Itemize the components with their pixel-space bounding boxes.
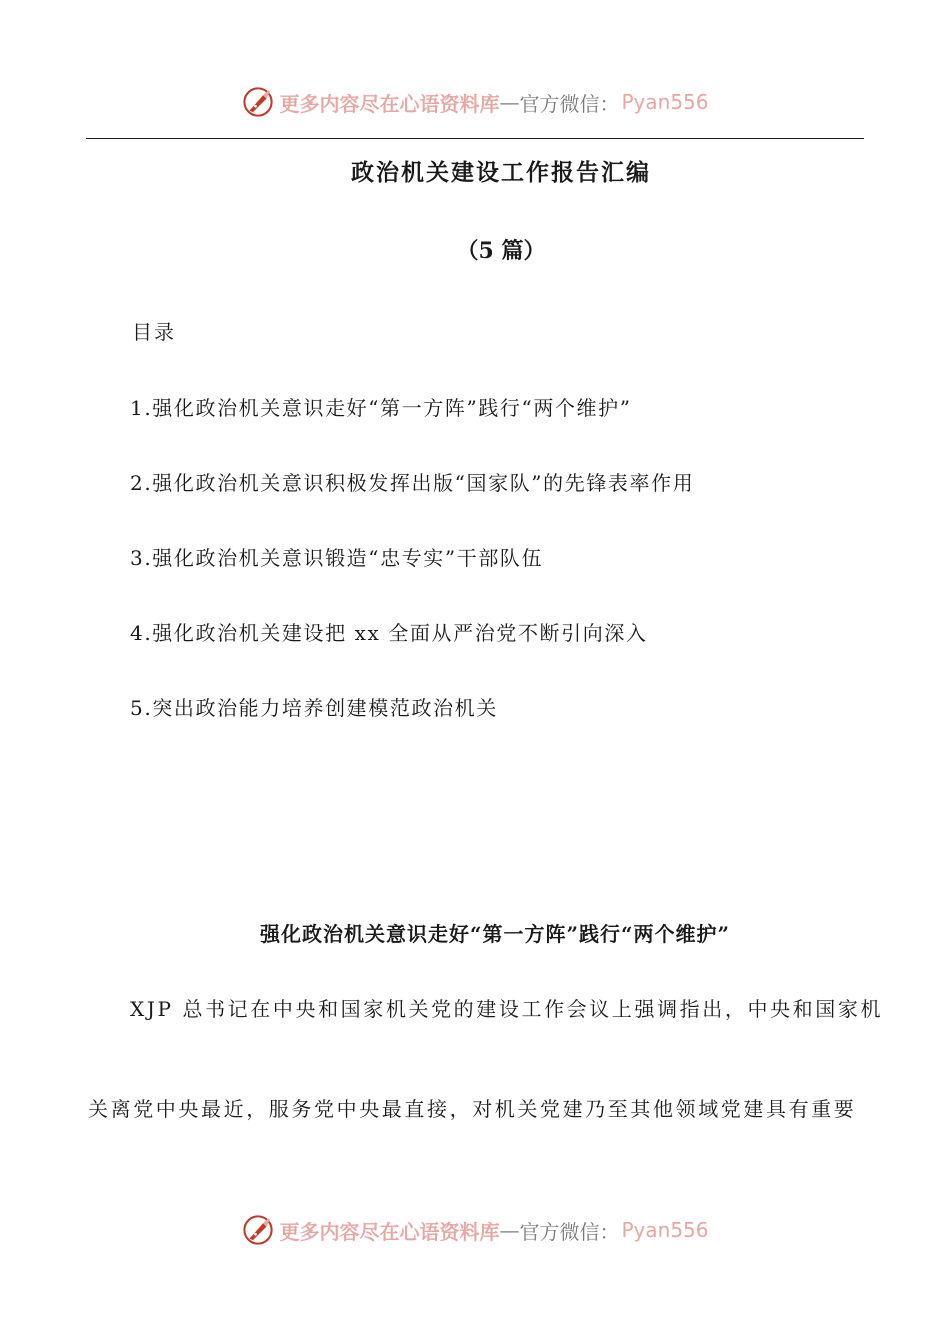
toc-item: 4.强化政治机关建设把 xx 全面从严治党不断引向深入 [130,621,648,645]
watermark-id: Pyan556 [621,90,709,114]
toc-item: 1.强化政治机关意识走好“第一方阵”践行“两个维护” [130,396,632,420]
watermark-separator: — [499,1218,520,1242]
toc-item: 2.强化政治机关意识积极发挥出版“国家队”的先锋表率作用 [130,471,695,495]
document-title: 政治机关建设工作报告汇编 [351,159,651,186]
document-subtitle: （5 篇） [456,238,546,264]
pen-nib-icon [241,85,275,119]
watermark-label: 官方微信： [519,1219,620,1244]
watermark-separator: — [499,90,520,114]
toc-heading: 目录 [132,320,176,344]
toc-item: 5.突出政治能力培养创建模范政治机关 [130,696,498,720]
pen-nib-icon [241,1213,275,1247]
paragraph-line: 关离党中央最近，服务党中央最直接，对机关党建乃至其他领域党建具有重要 [88,1097,857,1121]
watermark-label: 官方微信： [519,91,620,116]
header-watermark [0,80,950,124]
header-divider [86,138,864,139]
paragraph-line: XJP 总书记在中央和国家机关党的建设工作会议上强调指出，中央和国家机 [130,997,884,1021]
watermark-text: 更多内容尽在心语资料库 [279,1219,500,1244]
toc-item: 3.强化政治机关意识锻造“忠专实”干部队伍 [130,546,544,570]
section-title: 强化政治机关意识走好“第一方阵”践行“两个维护” [259,922,730,946]
footer-watermark [0,1208,950,1252]
watermark-id: Pyan556 [621,1218,709,1242]
watermark-text: 更多内容尽在心语资料库 [279,91,500,116]
